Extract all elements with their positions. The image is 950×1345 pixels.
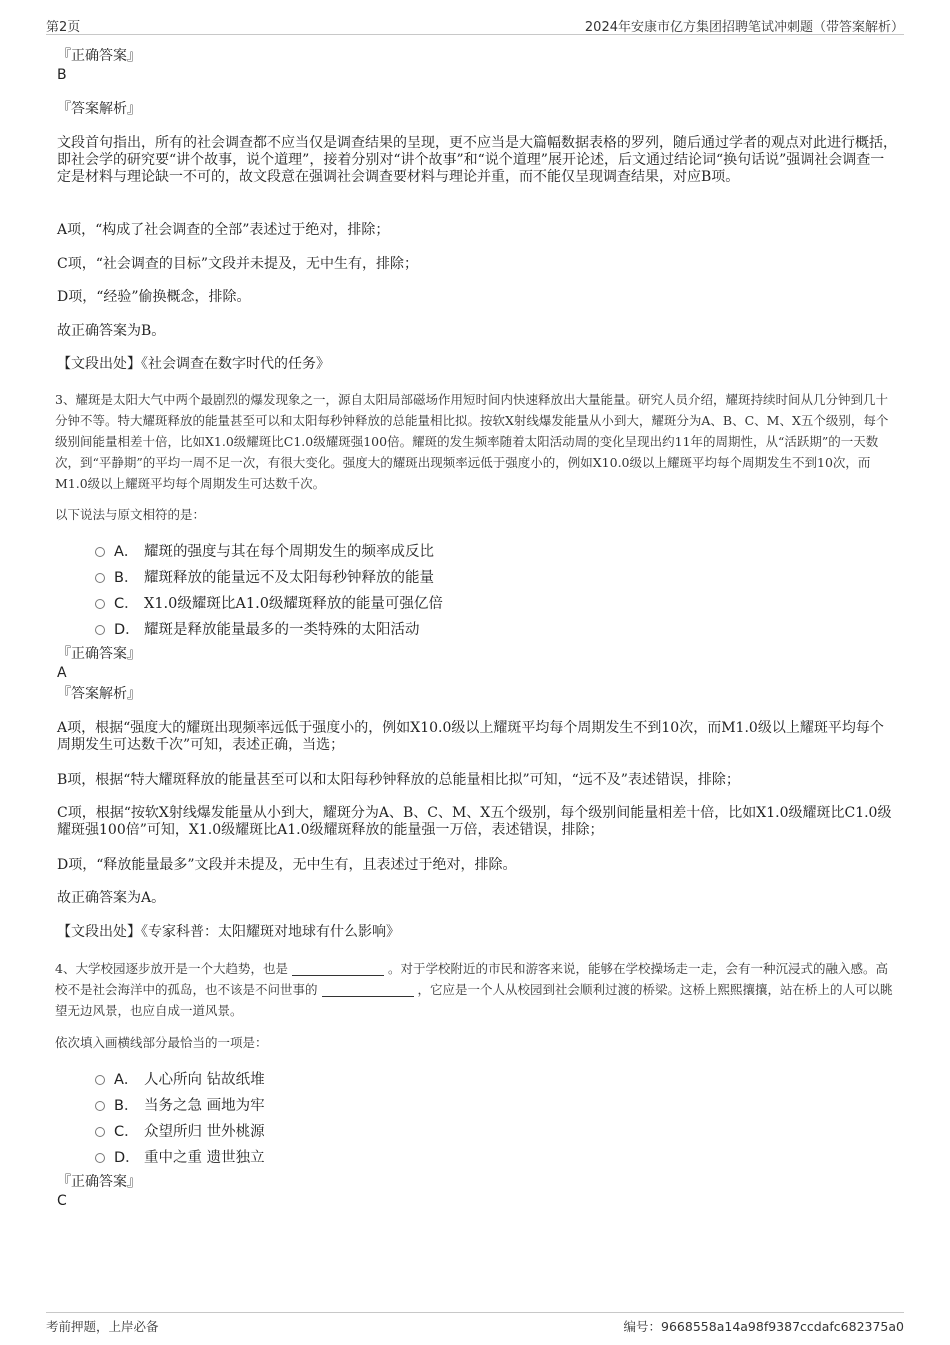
option-text: 人心所向 钻故纸堆 — [144, 1072, 265, 1088]
q3-option-a[interactable] — [95, 540, 434, 561]
option-letter: D． — [114, 1150, 140, 1166]
option-letter: D． — [114, 622, 140, 638]
question-3-prompt: 以下说法与原文相符的是： — [55, 507, 206, 522]
answer-value: B — [57, 67, 67, 83]
page-header — [46, 14, 904, 35]
document-code: 编号：9668558a14a98f9387ccdafc682375a0 — [623, 1319, 904, 1334]
option-text: 众望所归 世外桃源 — [144, 1124, 265, 1140]
q4-option-b[interactable] — [95, 1094, 265, 1115]
q3-option-d[interactable] — [95, 618, 420, 639]
option-letter: A． — [114, 544, 139, 560]
q3-answer-label: 『正确答案』 — [57, 646, 141, 662]
source: 【文段出处】《社会调查在数字时代的任务》 — [57, 356, 330, 372]
blank-2[interactable] — [322, 982, 414, 997]
q3-analysis-a: A项，根据“强度大的耀斑出现频率远低于强度小的，例如X10.0级以上耀斑平均每个周期发生不到10次，而M1.0级以上耀斑平均每个周期发生可达数千次”可知，表述正确，当选； — [57, 720, 884, 753]
q3-option-b[interactable] — [95, 566, 434, 587]
radio-icon[interactable] — [95, 573, 105, 583]
question-3-stem: 3、耀斑是太阳大气中两个最剧烈的爆发现象之一，源自太阳局部磁场作用短时间内快速释放出大量能量。研究人员介绍，耀斑持续时间从几分钟到几十分钟不等。特大耀斑释放的能量甚至可以和太阳每秒钟释放的总能量相比拟。按软X射线爆发能量从小到大，耀斑分为A、B、C、M、X五个级别，每个级别间能量相差十倍，比如X1.0级耀斑比C1.0级耀斑强100倍。耀斑的发生频率随着太阳活动周的变化呈现出约11年的周期性，从“活跃期”的一天数次，到“平静期”的平均一周不足一次，有很大变化。强度大的耀斑出现频率远低于强度小的，例如X10.0级以上耀斑平均每个周期发生不到10次，而M1.0级以上耀斑平均每个周期发生可达数千次。 — [55, 392, 889, 491]
option-text: 重中之重 遗世独立 — [144, 1150, 265, 1166]
radio-icon[interactable] — [95, 1153, 105, 1163]
option-text: 当务之急 画地为牢 — [144, 1098, 265, 1114]
page-number: 第2页 — [46, 20, 81, 35]
analysis-option-d: D项，“经验”偷换概念，排除。 — [57, 289, 251, 305]
radio-icon[interactable] — [95, 547, 105, 557]
analysis-paragraph: 文段首句指出，所有的社会调查都不应当仅是调查结果的呈现，更不应当是大篇幅数据表格的罗列，随后通过学者的观点对此进行概括，即社会学的研究要“讲个故事，说个道理”，接着分别对“讲个故事”和“说个道理”展开论述，后文通过结论词“换句话说”强调社会调查一定是材料与理论缺一不可的，故文段意在强调社会调查要材料与理论并重，而不能仅呈现调查结果，对应B项。 — [57, 135, 897, 185]
conclusion: 故正确答案为B。 — [57, 323, 166, 339]
q4-option-d[interactable] — [95, 1146, 265, 1167]
option-letter: B． — [114, 1098, 139, 1114]
radio-icon[interactable] — [95, 599, 105, 609]
question-4-stem: 4、大学校园逐步放开是一个大趋势，也是 。对于学校附近的市民和游客来说，能够在学校操场走一走，会有一种沉浸式的融入感。高校不是社会海洋中的孤岛，也不该是不问世事的 ，它应是一个人从校园到社会顺利过渡的桥梁。这桥上熙熙攘攘，站在桥上的人可以眺望无边风景，也应自成一道风景。 — [55, 961, 893, 1018]
q3-option-c[interactable] — [95, 592, 443, 613]
option-letter: C． — [114, 1124, 139, 1140]
option-text: 耀斑释放的能量远不及太阳每秒钟释放的能量 — [144, 570, 434, 586]
option-text: 耀斑是释放能量最多的一类特殊的太阳活动 — [144, 622, 420, 638]
page-footer — [46, 1312, 904, 1335]
document-title: 2024年安康市亿方集团招聘笔试冲刺题（带答案解析） — [584, 20, 904, 35]
q3-conclusion: 故正确答案为A。 — [57, 890, 166, 906]
q4-answer-label: 『正确答案』 — [57, 1174, 141, 1190]
option-letter: C． — [114, 596, 139, 612]
option-letter: A． — [114, 1072, 139, 1088]
q4-answer-value: C — [57, 1193, 67, 1209]
footer-slogan: 考前押题，上岸必备 — [46, 1319, 159, 1334]
radio-icon[interactable] — [95, 1075, 105, 1085]
analysis-label: 『答案解析』 — [57, 101, 141, 117]
q3-analysis-label: 『答案解析』 — [57, 686, 141, 702]
radio-icon[interactable] — [95, 1101, 105, 1111]
q4-option-a[interactable] — [95, 1068, 265, 1089]
analysis-option-a: A项，“构成了社会调查的全部”表述过于绝对，排除； — [57, 222, 390, 238]
q3-analysis-c: C项，根据“按软X射线爆发能量从小到大，耀斑分为A、B、C、M、X五个级别，每个级别间能量相差十倍，比如X1.0级耀斑比C1.0级耀斑强100倍”可知，X1.0级耀斑比A1.0级耀斑释放的能量强一万倍，表述错误，排除； — [57, 805, 892, 838]
q3-answer-value: A — [57, 665, 67, 681]
q3-analysis-d: D项，“释放能量最多”文段并未提及，无中生有，且表述过于绝对，排除。 — [57, 857, 517, 873]
option-text: X1.0级耀斑比A1.0级耀斑释放的能量可强亿倍 — [144, 596, 443, 612]
answer-label: 『正确答案』 — [57, 48, 141, 64]
q3-analysis-b: B项，根据“特大耀斑释放的能量甚至可以和太阳每秒钟释放的总能量相比拟”可知，“远不及”表述错误，排除； — [57, 772, 740, 788]
option-letter: B． — [114, 570, 139, 586]
q4-option-c[interactable] — [95, 1120, 265, 1141]
blank-1[interactable] — [292, 961, 384, 976]
radio-icon[interactable] — [95, 1127, 105, 1137]
option-text: 耀斑的强度与其在每个周期发生的频率成反比 — [144, 544, 434, 560]
q3-source: 【文段出处】《专家科普：太阳耀斑对地球有什么影响》 — [57, 924, 400, 940]
radio-icon[interactable] — [95, 625, 105, 635]
analysis-option-c: C项，“社会调查的目标”文段并未提及，无中生有，排除； — [57, 256, 419, 272]
question-4-prompt: 依次填入画横线部分最恰当的一项是： — [55, 1035, 268, 1050]
